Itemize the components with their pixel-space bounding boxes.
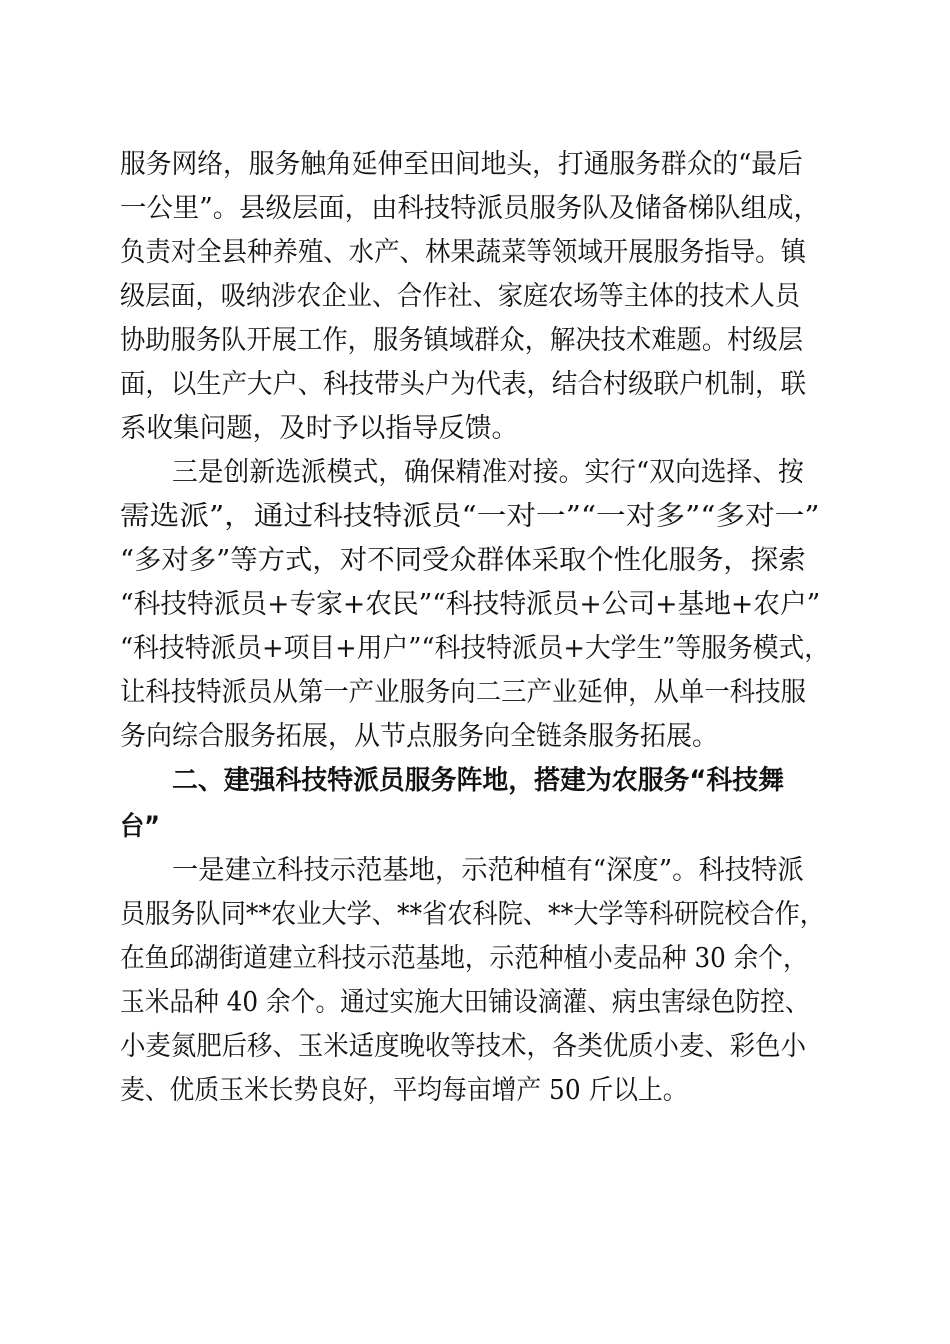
paragraph-line: 需选派”，通过科技特派员“一对一”“一对多”“多对一” xyxy=(120,501,820,532)
paragraph-line: 小麦氮肥后移、玉米适度晚收等技术，各类优质小麦、彩色小 xyxy=(120,1031,806,1062)
paragraph-line: 玉米品种 40 余个。通过实施大田铺设滴灌、病虫害绿色防控、 xyxy=(120,987,810,1018)
section-heading-line: 台” xyxy=(120,811,160,842)
paragraph-line: 在鱼邱湖街道建立科技示范基地，示范种植小麦品种 30 余个， xyxy=(120,943,808,974)
paragraph-line: 服务网络，服务触角延伸至田间地头，打通服务群众的“最后 xyxy=(120,149,803,180)
paragraph-line: 面，以生产大户、科技带头户为代表，结合村级联户机制，联 xyxy=(120,369,806,400)
paragraph-line: 务向综合服务拓展，从节点服务向全链条服务拓展。 xyxy=(120,721,719,752)
paragraph-line: 一公里”。县级层面，由科技特派员服务队及储备梯队组成， xyxy=(120,193,820,224)
paragraph-line: 让科技特派员从第一产业服务向二三产业延伸，从单一科技服 xyxy=(120,677,806,708)
paragraph-line: 级层面，吸纳涉农企业、合作社、家庭农场等主体的技术人员 xyxy=(120,281,801,312)
paragraph-line: “科技特派员+专家+农民”“科技特派员+公司+基地+农户” xyxy=(120,589,821,620)
paragraph-line: 员服务队同**农业大学、**省农科院、**大学等科研院校合作， xyxy=(120,899,825,930)
paragraph-line: “多对多”等方式，对不同受众群体采取个性化服务，探索 xyxy=(120,545,806,576)
section-heading-line: 二、建强科技特派员服务阵地，搭建为农服务“科技舞 xyxy=(172,765,784,796)
paragraph-line: 麦、优质玉米长势良好，平均每亩增产 50 斤以上。 xyxy=(120,1075,688,1106)
paragraph-line: 三是创新选派模式，确保精准对接。实行“双向选择、按 xyxy=(172,457,804,488)
paragraph-line: 系收集问题，及时予以指导反馈。 xyxy=(120,413,518,444)
paragraph-line: 协助服务队开展工作，服务镇域群众，解决技术难题。村级层 xyxy=(120,325,804,356)
paragraph-line: 一是建立科技示范基地，示范种植有“深度”。科技特派 xyxy=(172,855,804,886)
paragraph-line: “科技特派员+项目+用户”“科技特派员+大学生”等服务模式， xyxy=(120,633,831,664)
paragraph-line: 负责对全县种养殖、水产、林果蔬菜等领域开展服务指导。镇 xyxy=(120,237,806,268)
